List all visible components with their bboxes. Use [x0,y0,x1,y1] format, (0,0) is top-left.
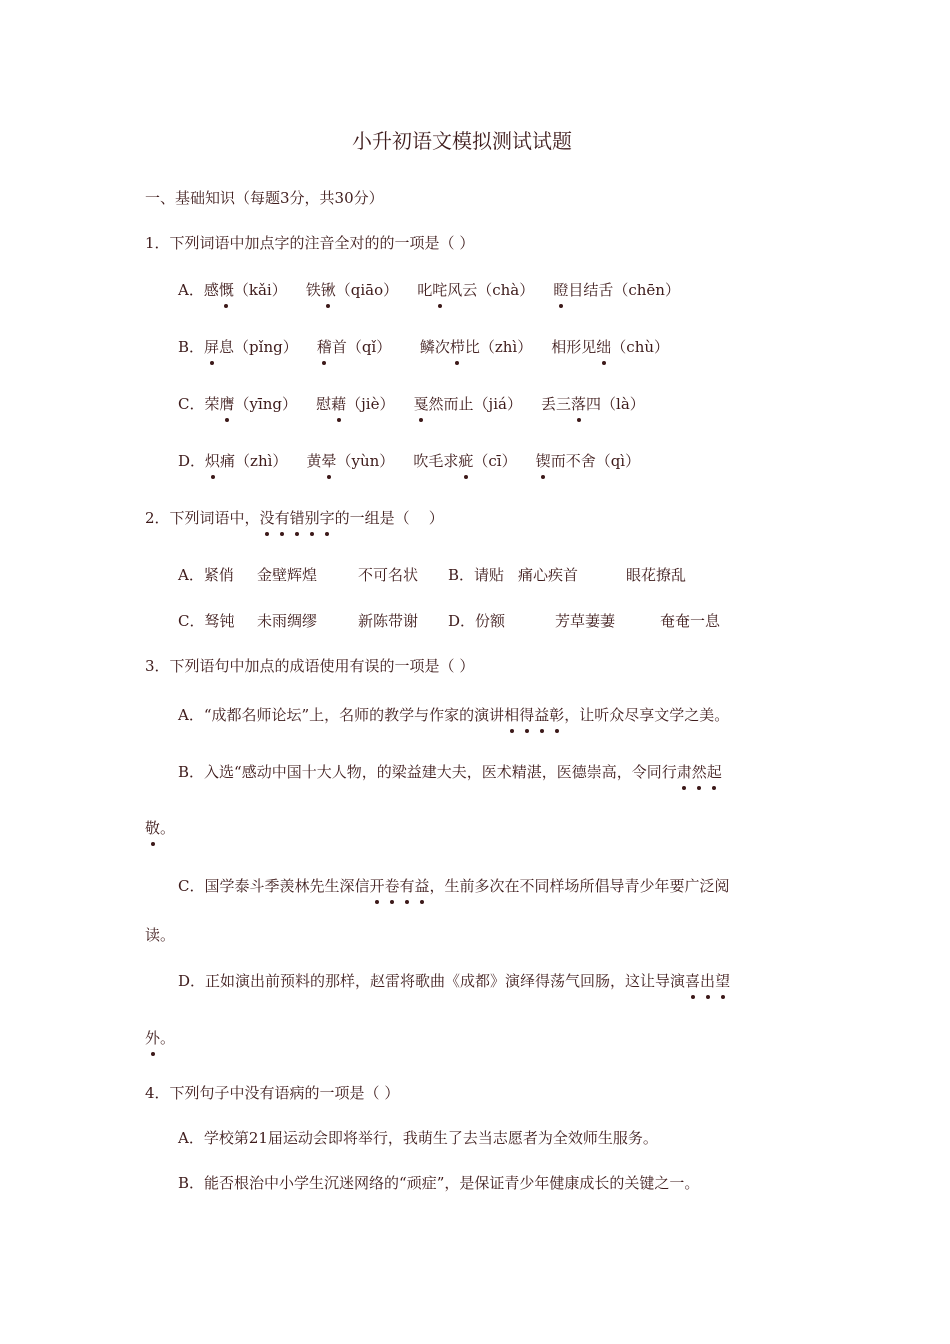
q1-option-a: A．感慨 （kǎi） 铁锹 （qiāo） 叱咤 风云（chà） 瞪 目结舌（chēn） [178,280,680,300]
emphasis-char: 益 [534,705,549,725]
emphasis-char: 别 [305,508,320,528]
emphasis-char: 藉 [331,394,346,414]
emphasis-char: 膺 [219,394,234,414]
emphasis-char: 出 [700,971,715,991]
emphasis-char: 然 [692,762,707,782]
emphasis-char: 卷 [385,876,400,896]
q3-option-c-continued: 读。 [145,926,176,944]
q3-option-d-continued: 外 。 [145,1028,175,1048]
emphasis-char: 有 [400,876,415,896]
q1-option-d: D．炽 痛（zhì） 黄晕 （yùn） 吹毛求疵 （cī） 锲 而不舍（qì） [178,451,640,471]
q3-option-c: C．国学泰斗季羡林先生深信开 卷 有 益 ，生前多次在不同样场所倡导青少年要广泛阅 [178,876,730,896]
emphasis-char: 屏 [204,337,219,357]
question-1-stem: 1．下列词语中加点字的注音全对的的一项是（ ） [145,234,475,252]
q4-option-a: A．学校第21届运动会即将举行，我萌生了去当志愿者为全效师生服务。 [178,1129,658,1147]
emphasis-char: 锹 [321,280,336,300]
emphasis-char: 相 [504,705,519,725]
emphasis-char: 敬 [145,818,160,838]
page-title: 小升初语文模拟测试试题 [352,129,572,153]
emphasis-char: 炽 [205,451,220,471]
section-heading: 一、基础知识（每题3分，共30分） [145,189,384,207]
emphasis-char: 得 [519,705,534,725]
emphasis-char: 起 [707,762,722,782]
emphasis-char: 没 [260,508,275,528]
emphasis-char: 栉 [450,337,465,357]
emphasis-char: 彰 [549,705,564,725]
question-3-stem: 3．下列语句中加点的成语使用有误的一项是（ ） [145,657,475,675]
emphasis-char: 喜 [685,971,700,991]
emphasis-char: 稽 [317,337,332,357]
q3-option-b-continued: 敬 。 [145,818,175,838]
emphasis-char: 慨 [219,280,234,300]
q3-option-d: D．正如演出前预料的那样，赵雷将歌曲《成都》演绎得荡气回肠，这让导演喜 出 望 [178,971,730,991]
question-4-stem: 4．下列句子中没有语病的一项是（ ） [145,1084,400,1102]
q3-option-b: B．入选“感动中国十大人物，的梁益建大夫，医术精湛，医德崇高，令同行肃 然 起 [178,762,722,782]
emphasis-char: 晕 [321,451,336,471]
emphasis-char: 开 [369,876,384,896]
emphasis-char: 瞪 [553,280,568,300]
emphasis-char: 戛 [414,394,429,414]
emphasis-char: 肃 [677,762,692,782]
question-2-stem: 2．下列词语中，没 有 错 别 字 的一组是（ ） [145,508,444,528]
emphasis-char: 错 [290,508,305,528]
emphasis-char: 绌 [596,337,611,357]
emphasis-char: 字 [320,508,335,528]
emphasis-char: 咤 [432,280,447,300]
emphasis-char: 锲 [536,451,551,471]
emphasis-char: 益 [415,876,430,896]
q3-option-a: A．“成都名师论坛”上，名师的教学与作家的演讲相 得 益 彰 ，让听众尽享文学之美。 [178,705,729,725]
emphasis-char: 外 [145,1028,160,1048]
emphasis-char: 望 [715,971,730,991]
q1-option-c: C．荣膺 （yīng） 慰藉 （jiè） 戛 然而止（jiá） 丢三落 四（là） [178,394,645,414]
emphasis-char: 落 [571,394,586,414]
q1-option-b: B．屏 息（pǐng） 稽 首（qǐ） 鳞次栉 比（zhì） 相形见绌 （chù） [178,337,669,357]
emphasis-char: 疵 [458,451,473,471]
emphasis-char: 有 [275,508,290,528]
q4-option-b: B．能否根治中小学生沉迷网络的“顽症”，是保证青少年健康成长的关键之一。 [178,1174,700,1192]
